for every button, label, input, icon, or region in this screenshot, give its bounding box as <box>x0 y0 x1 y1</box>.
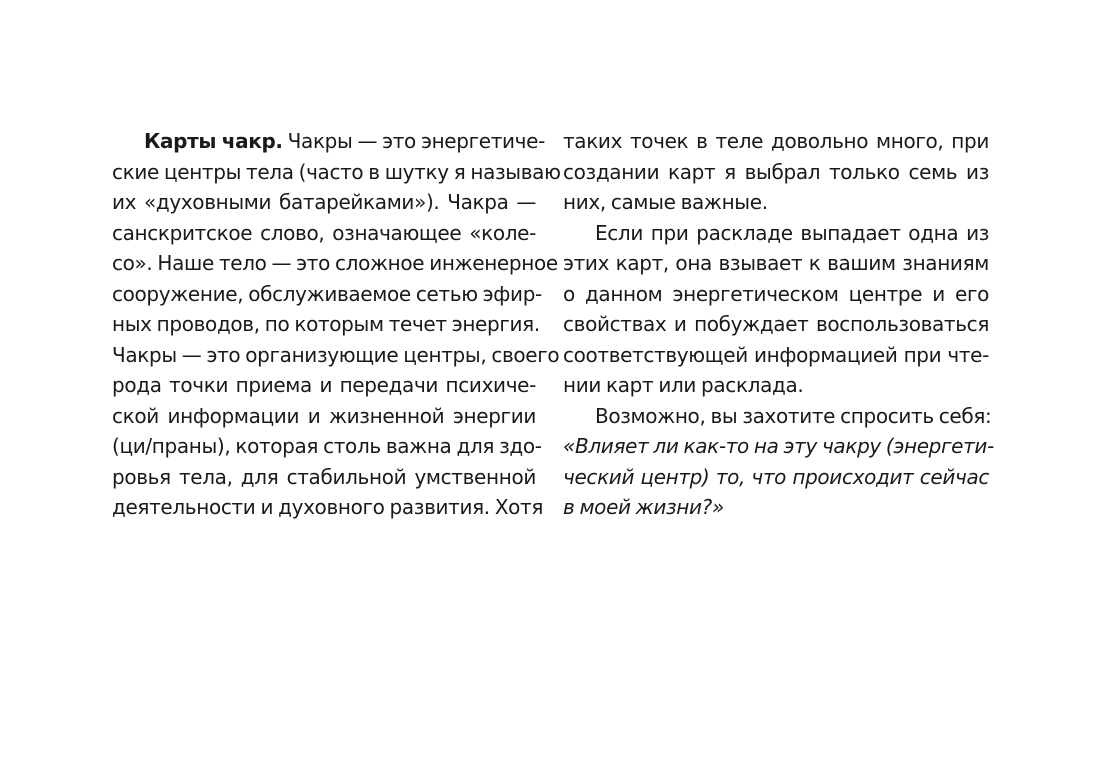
paragraph-line: деятельности и духовного развития. Хотя <box>112 495 544 519</box>
paragraph-line: их «духовными батарейками»). Чакра — <box>112 190 536 214</box>
paragraph-line <box>112 126 545 157</box>
paragraph-line: о данном энергетическом центре и его <box>563 281 989 306</box>
left-text-column <box>112 126 561 523</box>
paragraph-line: сооружение, обслуживаемое сетью эфир- <box>112 281 542 306</box>
paragraph-line: этих карт, она взывает к вашим знаниям <box>563 251 989 275</box>
paragraph-line: (ци/праны), которая столь важна для здо- <box>112 434 542 458</box>
paragraph-line: таких точек в теле довольно много, при <box>563 129 989 153</box>
paragraph-line: ские центры тела (часто в шутку я называю <box>112 159 561 184</box>
paragraph-line: создании карт я выбрал только семь из <box>563 159 989 184</box>
heading-continuation: Чакры — это энергетиче- <box>282 129 545 153</box>
paragraph-line: Чакры — это организующие центры, своего <box>112 342 560 367</box>
paragraph-line: свойствах и побуждает воспользоваться <box>563 312 989 336</box>
paragraph-line: санскритское слово, означающее «коле- <box>112 220 536 245</box>
paragraph-line: них, самые важные. <box>563 190 768 214</box>
quote-line: в моей жизни?» <box>563 495 724 519</box>
quote-line: ческий центр) то, что происходит сейчас <box>563 464 989 489</box>
paragraph-line: Если при раскладе выпадает одна из <box>595 220 989 245</box>
right-text-column <box>563 126 994 523</box>
paragraph-line: нии карт или расклада. <box>563 373 804 397</box>
paragraph-line: ровья тела, для стабильной умственной <box>112 464 536 489</box>
paragraph-line: ных проводов, по которым течет энергия. <box>112 312 540 336</box>
paragraph-line: со». Наше тело — это сложное инженерное <box>112 251 558 275</box>
paragraph-line: соответствующей информацией при чте- <box>563 342 989 367</box>
section-heading: Карты чакр. <box>144 129 283 153</box>
quote-line: «Влияет ли как-то на эту чакру (энергети- <box>563 434 994 458</box>
paragraph-line: ской информации и жизненной энергии <box>112 403 536 428</box>
paragraph-line: Возможно, вы захотите спросить себя: <box>595 403 992 428</box>
paragraph-line: рода точки приема и передачи психиче- <box>112 373 536 397</box>
